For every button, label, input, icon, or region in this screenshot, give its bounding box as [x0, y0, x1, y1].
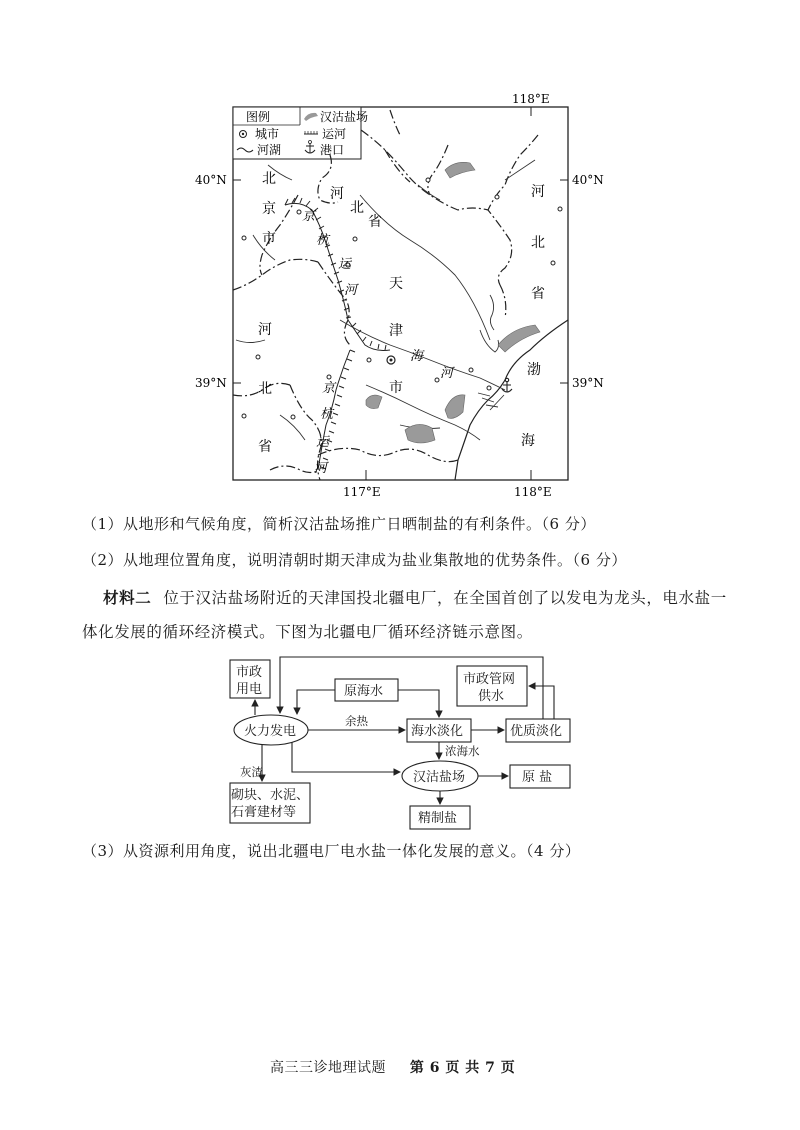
label-beijing-3: 市	[262, 231, 276, 247]
label-raw-seawater: 原海水	[344, 684, 384, 699]
label-hebei-left-1: 河	[258, 322, 272, 338]
label-refined-salt: 精制盐	[418, 811, 458, 826]
label-canal-bottom-1: 京	[322, 381, 336, 396]
label-tianjin-1: 天	[389, 276, 403, 292]
label-tianjin-2: 津	[389, 323, 403, 339]
label-hebei-top-2: 北	[350, 200, 364, 216]
arrow-power-to-salt	[292, 742, 400, 772]
label-quality-desal: 优质淡化	[510, 724, 563, 739]
port-icon	[502, 378, 512, 392]
label-hebei-left-2: 北	[258, 381, 272, 397]
label-beijing-2: 京	[262, 201, 276, 217]
salt-field-hangu	[498, 325, 540, 352]
label-ash: 灰渣	[240, 765, 263, 779]
label-hebei-right-1: 河	[531, 184, 545, 200]
label-canal-top-3: 运	[338, 257, 352, 272]
legend-title: 图例	[246, 110, 271, 124]
map-legend	[233, 107, 368, 159]
label-thermal-power: 火力发电	[244, 724, 297, 739]
label-beijing-1: 北	[262, 171, 276, 187]
material-2-line-1	[103, 586, 727, 608]
label-canal-bottom-2: 杭	[320, 407, 334, 422]
label-haihe-1: 海	[410, 349, 424, 364]
label-hebei-top-3: 省	[368, 214, 382, 230]
province-boundaries	[233, 110, 538, 480]
question-2: （2）从地理位置角度，说明清朝时期天津成为盐业集散地的优势条件。（6 分）	[82, 551, 627, 569]
salt-field-3	[366, 395, 382, 408]
label-hangu-salt: 汉沽盐场	[413, 770, 466, 785]
lon-top-label: 118°E	[512, 92, 550, 106]
label-municipal-water-2: 供水	[478, 689, 505, 704]
material-2-text-1: 位于汉沽盐场附近的天津国投北疆电厂，在全国首创了以发电为龙头，电水盐一	[163, 589, 727, 607]
legend-canal: 运河	[322, 127, 347, 141]
salt-field-4	[405, 424, 435, 443]
label-hebei-left-3: 省	[258, 439, 272, 455]
label-brine: 浓海水	[445, 744, 480, 758]
label-waste-heat: 余热	[345, 714, 368, 728]
arrow-raw-seawater-to-power	[297, 690, 335, 714]
label-bohai-2: 海	[521, 433, 535, 449]
label-tianjin-3: 市	[389, 380, 403, 396]
map-frame	[233, 107, 568, 480]
label-hebei-right-2: 北	[531, 235, 545, 251]
legend-salt-field: 汉沽盐场	[320, 110, 369, 124]
question-1: （1）从地形和气候角度，简析汉沽盐场推广日晒制盐的有利条件。（6 分）	[82, 515, 596, 533]
label-haihe-2: 河	[440, 366, 454, 381]
lon-bottom-left-label: 117°E	[343, 485, 381, 499]
label-municipal-power-2: 用电	[236, 682, 263, 697]
page-footer	[270, 1057, 515, 1077]
label-raw-salt: 原 盐	[522, 770, 553, 785]
tianjin-city-icon	[387, 356, 395, 364]
legend-river-lake: 河湖	[257, 143, 282, 157]
label-canal-top-4: 河	[344, 283, 358, 298]
label-canal-bottom-3: 运	[316, 435, 330, 450]
label-hebei-right-3: 省	[531, 286, 545, 302]
salt-field-2	[445, 395, 465, 419]
material-2-label: 材料二	[103, 588, 152, 607]
label-building-materials-1: 砌块、水泥、	[231, 788, 310, 803]
label-building-materials-2: 石膏建材等	[231, 805, 297, 820]
grand-canal	[285, 198, 390, 470]
material-2-line-2: 体化发展的循环经济模式。下图为北疆电厂循环经济链示意图。	[82, 623, 533, 641]
label-municipal-water-1: 市政管网	[463, 672, 516, 687]
legend-city: 城市	[255, 127, 280, 141]
footer-page-number: 第 6 页 共 7 页	[409, 1060, 516, 1076]
lat-top-left-label: 40°N	[195, 173, 227, 187]
lat-bottom-left-label: 39°N	[195, 376, 227, 390]
lon-bottom-right-label: 118°E	[514, 485, 552, 499]
footer-exam-title: 高三三诊地理试题	[270, 1060, 386, 1076]
label-desalination: 海水淡化	[411, 724, 464, 739]
arrow-raw-seawater-to-desal	[398, 690, 439, 717]
label-canal-top-1: 京	[302, 209, 316, 224]
circular-economy-flowchart	[220, 650, 580, 835]
salt-fields	[366, 162, 540, 443]
question-3: （3）从资源利用角度，说出北疆电厂电水盐一体化发展的意义。（4 分）	[82, 842, 581, 860]
tianjin-map	[180, 88, 604, 508]
lat-top-right-label: 40°N	[572, 173, 604, 187]
label-municipal-power-1: 市政	[236, 665, 263, 680]
legend-port: 港口	[320, 143, 345, 157]
label-canal-top-2: 杭	[316, 233, 330, 248]
lat-bottom-right-label: 39°N	[572, 376, 604, 390]
salt-field-north	[445, 162, 475, 178]
label-canal-bottom-4: 河	[314, 461, 328, 476]
label-hebei-top-1: 河	[330, 186, 344, 202]
arrow-quality-to-water	[529, 686, 554, 719]
label-bohai-1: 渤	[527, 362, 541, 378]
